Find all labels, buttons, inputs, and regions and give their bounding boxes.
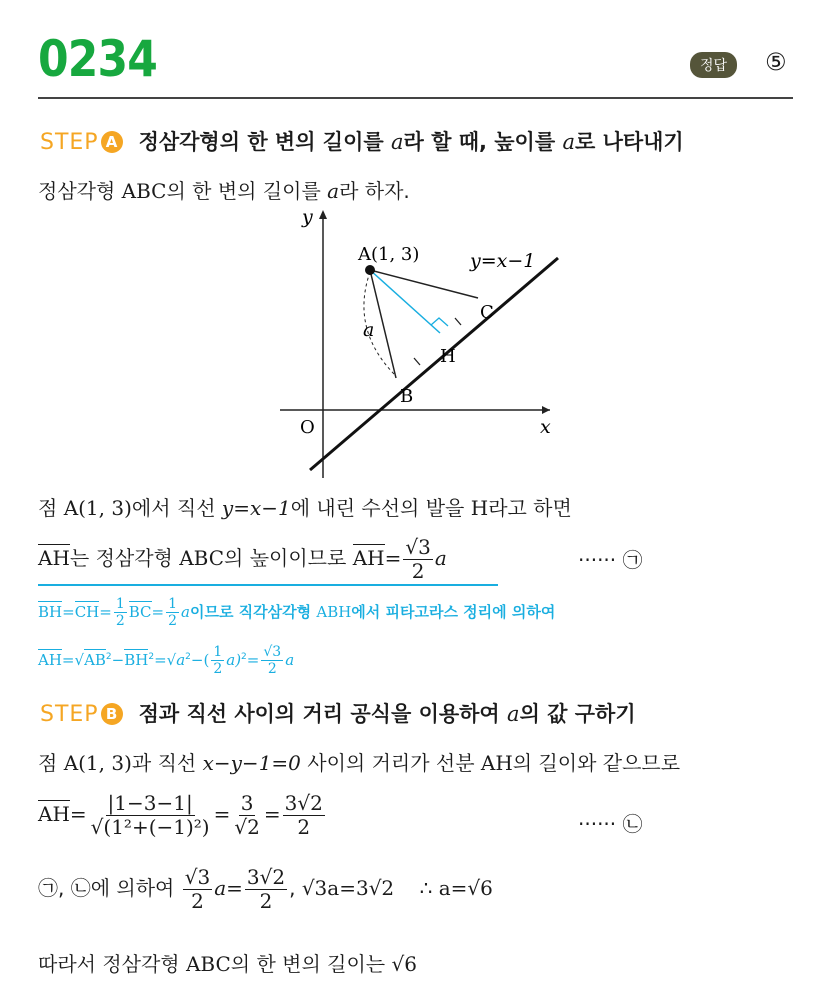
text: 정삼각형 <box>38 179 122 203</box>
step-badge: B <box>101 703 123 725</box>
math: − <box>111 651 125 670</box>
numerator: √3 <box>263 644 282 660</box>
tick-ch <box>455 318 461 325</box>
math: A(1, 3) <box>63 751 132 775</box>
math: −( <box>190 651 210 670</box>
therefore: ∴ <box>419 876 439 900</box>
point-c-label: C <box>480 302 494 323</box>
numerator: 3 <box>240 791 254 815</box>
x-axis-label: x <box>540 416 551 438</box>
line-b1 <box>38 747 680 776</box>
math: x−y−1=0 <box>202 751 301 775</box>
step-label: STEP <box>40 702 99 727</box>
y-axis-arrow <box>319 210 327 219</box>
exponent: 2 <box>241 652 247 663</box>
math: AH <box>38 802 70 826</box>
text: 의 한 변의 길이는 <box>230 952 392 976</box>
math: CH <box>74 603 100 622</box>
text: 에서 피타고라스 정리에 의하여 <box>351 603 556 622</box>
text: 라 하자. <box>339 179 410 203</box>
fraction <box>114 596 127 629</box>
math: AH <box>38 546 70 570</box>
exponent: 2 <box>148 652 155 663</box>
x-axis-arrow <box>542 406 550 414</box>
dots: ······ <box>578 812 617 836</box>
text: 사이의 거리가 선분 <box>300 751 481 775</box>
line-b2 <box>38 792 327 839</box>
math: AB <box>84 651 106 670</box>
equation-marker-1 <box>578 544 643 573</box>
fraction <box>403 536 432 583</box>
math: a=√6 <box>438 876 493 900</box>
text: 는 정삼각형 <box>69 546 180 570</box>
var: a <box>181 603 190 622</box>
denominator: 2 <box>213 661 223 678</box>
math: =√ <box>61 651 85 670</box>
text: 따라서 정삼각형 <box>38 952 186 976</box>
point-b-label: B <box>400 386 414 407</box>
fraction <box>232 792 261 839</box>
text: 이므로 직각삼각형 <box>189 603 317 622</box>
denominator: 2 <box>191 889 204 913</box>
marker: ㉠ <box>622 548 643 572</box>
line-b4 <box>38 948 417 977</box>
step-badge: A <box>101 131 123 153</box>
dots: ······ <box>578 548 617 572</box>
point-a <box>365 265 375 275</box>
math: = <box>246 651 260 670</box>
math: BH <box>38 603 63 622</box>
math: BC <box>128 603 152 622</box>
line-label: y=x−1 <box>470 250 536 272</box>
math: = <box>151 603 165 622</box>
denominator: 2 <box>115 613 125 630</box>
math: = <box>226 876 243 900</box>
denominator: 2 <box>267 661 277 678</box>
side-label: a <box>363 319 375 341</box>
math: = <box>263 802 281 826</box>
text: 로 나타내기 <box>574 130 684 154</box>
denominator: 2 <box>411 559 425 583</box>
math: √3a=3√2 <box>301 876 395 900</box>
line-y-x-1 <box>310 258 558 470</box>
fraction <box>89 792 212 839</box>
math: ABC <box>185 952 231 976</box>
text: 정삼각형의 한 변의 길이를 <box>138 130 391 154</box>
math: y=x−1 <box>221 496 291 520</box>
text: 의 길이와 같으므로 <box>512 751 681 775</box>
denominator: 2 <box>259 889 273 913</box>
final-answer: √6 <box>391 952 417 976</box>
fraction <box>283 792 325 839</box>
text: 의 한 변의 길이를 <box>166 179 328 203</box>
text: 에 의하여 <box>90 876 181 900</box>
numerator: 1 <box>213 644 223 660</box>
var: a <box>507 702 520 726</box>
denominator: √2 <box>234 815 260 839</box>
origin-label: O <box>300 417 315 438</box>
numerator: √3 <box>405 535 431 559</box>
math: ABC <box>121 179 167 203</box>
answer-value: ⑤ <box>765 48 787 76</box>
math: ABH <box>316 603 352 622</box>
numerator: 3√2 <box>246 865 286 889</box>
math: =√ <box>154 651 177 670</box>
line-a3 <box>38 536 447 583</box>
var: a <box>390 130 404 154</box>
math: = <box>69 802 87 826</box>
exponent: 2 <box>185 652 191 663</box>
math: ABC <box>179 546 225 570</box>
marker: ㉡ <box>622 812 643 836</box>
text: 과 직선 <box>131 751 203 775</box>
point-h-label: H <box>440 346 456 367</box>
math: AH <box>480 751 513 775</box>
text: 점 <box>38 751 64 775</box>
line-b3 <box>38 866 493 913</box>
var: a <box>562 130 575 154</box>
denominator: 2 <box>297 815 311 839</box>
var: a <box>434 546 447 570</box>
math: A(1, 3) <box>63 496 132 520</box>
point-a-label: A(1, 3) <box>358 244 420 265</box>
fraction <box>183 866 212 913</box>
note-line-1 <box>38 596 555 629</box>
exponent: 2 <box>105 652 112 663</box>
text: 라 할 때, 높이를 <box>403 130 563 154</box>
step-b-heading <box>40 698 636 728</box>
y-axis-label: y <box>302 206 313 228</box>
answer-badge: 정답 <box>690 52 737 78</box>
right-angle-mark <box>431 318 448 326</box>
numerator: 3√2 <box>284 791 323 815</box>
math: = <box>213 802 231 826</box>
numerator: |1−3−1| <box>107 791 193 815</box>
text: 의 값 구하기 <box>519 702 636 726</box>
tick-bh <box>414 358 420 365</box>
note-line-2 <box>38 644 294 677</box>
fraction <box>166 596 179 629</box>
numerator: 1 <box>168 596 178 612</box>
math: AH <box>38 651 62 670</box>
math: H <box>470 496 489 520</box>
markers: ㉠, ㉡ <box>38 876 91 900</box>
var: a) <box>226 651 242 670</box>
text: 점 <box>38 496 64 520</box>
math: BH <box>124 651 149 670</box>
text: 의 높이이므로 <box>224 546 353 570</box>
math: = <box>62 603 75 622</box>
cyan-underline <box>38 584 498 586</box>
math: = <box>384 546 402 570</box>
text: , <box>289 876 302 900</box>
text: 라고 하면 <box>488 496 572 520</box>
fraction <box>261 644 283 677</box>
fraction <box>245 866 287 913</box>
var: a <box>176 651 186 670</box>
text: 에 내린 수선의 발을 <box>290 496 471 520</box>
denominator: √(1²+(−1)²) <box>90 815 210 839</box>
math: = <box>99 603 112 622</box>
problem-number: 0234 <box>38 30 157 88</box>
var: a <box>214 876 227 900</box>
fraction <box>211 644 224 677</box>
equation-marker-2 <box>578 808 643 837</box>
numerator: √3 <box>184 865 211 889</box>
numerator: 1 <box>115 596 125 612</box>
math: AH <box>352 546 385 570</box>
var: a <box>285 651 295 670</box>
text: 에서 직선 <box>131 496 222 520</box>
line-a2 <box>38 492 572 521</box>
var: a <box>327 179 340 203</box>
text: 점과 직선 사이의 거리 공식을 이용하여 <box>138 702 508 726</box>
step-label: STEP <box>40 130 99 155</box>
denominator: 2 <box>168 613 178 630</box>
